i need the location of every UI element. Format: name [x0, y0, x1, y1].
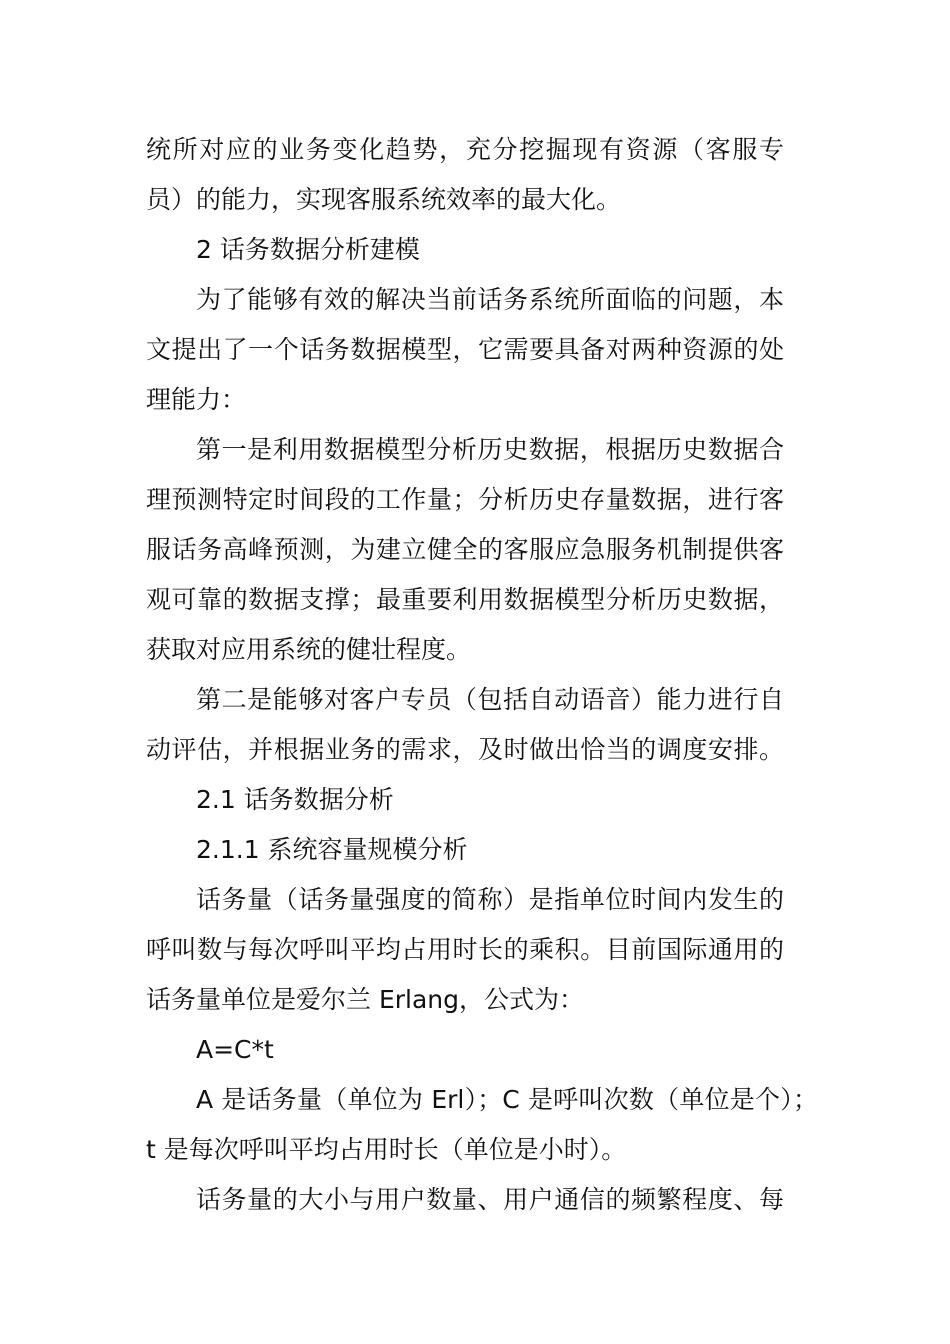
paragraph-first-line: 话务量（话务量强度的简称）是指单位时间内发生的 — [196, 885, 784, 914]
subsection-heading: 2.1.1 系统容量规模分析 — [196, 835, 468, 864]
paragraph-first-line: 话务量的大小与用户数量、用户通信的频繁程度、每 — [196, 1185, 784, 1214]
body-text-line: 服话务高峰预测，为建立健全的客服应急服务机制提供客 — [146, 535, 784, 564]
body-text-line: 呼叫数与每次呼叫平均占用时长的乘积。目前国际通用的 — [146, 935, 784, 964]
body-text-line: 理预测特定时间段的工作量；分析历史存量数据，进行客 — [146, 485, 784, 514]
section-heading: 2.1 话务数据分析 — [196, 785, 394, 814]
body-text-line: t 是每次呼叫平均占用时长（单位是小时）。 — [146, 1135, 627, 1164]
section-heading: 2 话务数据分析建模 — [196, 235, 420, 264]
formula: A=C*t — [196, 1035, 274, 1064]
paragraph-first-line: 第二是能够对客户专员（包括自动语音）能力进行自 — [196, 685, 784, 714]
body-text-line: 话务量单位是爱尔兰 Erlang，公式为： — [146, 985, 585, 1014]
body-text-line: 理能力： — [146, 385, 247, 414]
body-text-line: 员）的能力，实现客服系统效率的最大化。 — [146, 185, 622, 214]
paragraph-first-line: A 是话务量（单位为 Erl）；C 是呼叫次数（单位是个）； — [196, 1085, 818, 1114]
paragraph-first-line: 为了能够有效的解决当前话务系统所面临的问题，本 — [196, 285, 784, 314]
body-text-line: 文提出了一个话务数据模型，它需要具备对两种资源的处 — [146, 335, 784, 364]
body-text-line: 动评估，并根据业务的需求，及时做出恰当的调度安排。 — [146, 735, 784, 764]
body-text-line: 观可靠的数据支撑；最重要利用数据模型分析历史数据， — [146, 585, 784, 614]
paragraph-first-line: 第一是利用数据模型分析历史数据，根据历史数据合 — [196, 435, 784, 464]
body-text-line: 统所对应的业务变化趋势，充分挖掘现有资源（客服专 — [146, 135, 784, 164]
body-text-line: 获取对应用系统的健壮程度。 — [146, 635, 472, 664]
